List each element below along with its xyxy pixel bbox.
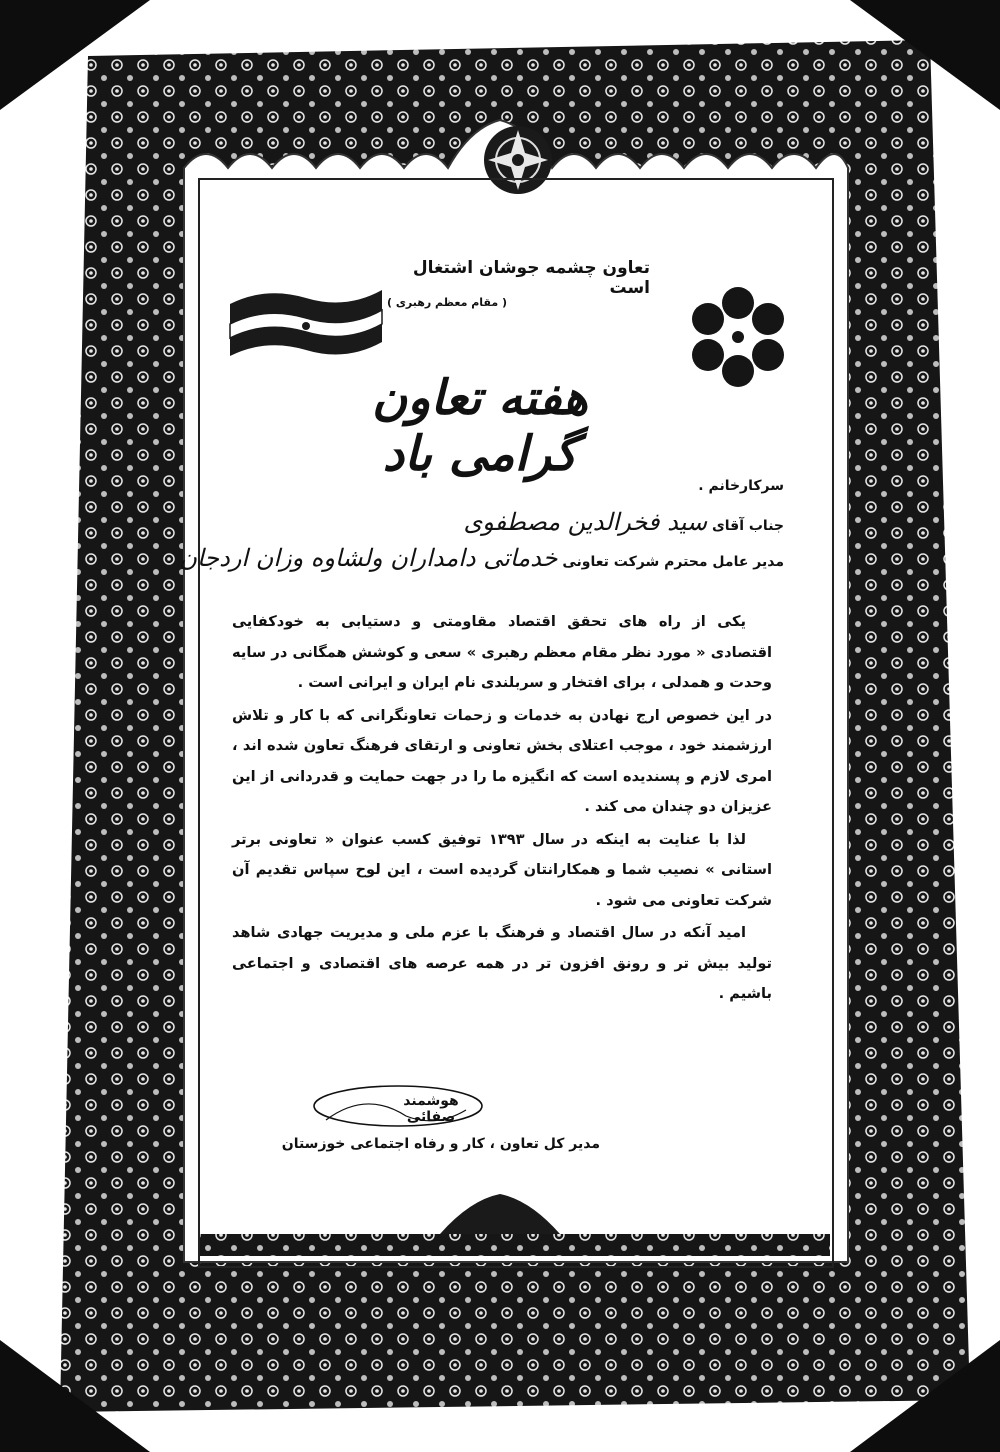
paragraph: لذا با عنایت به اینکه در سال ۱۳۹۳ توفیق کسب عنوان « تعاونی برتر استانی » نصیب شما و همکارانتان گردیده است ، این لوح سپاس تقدیم آن شرکت تعاونی می شود . [232, 830, 772, 909]
recipient-name: سید فخرالدین مصطفوی [463, 508, 708, 536]
iran-flag-icon [226, 284, 386, 358]
salutation-lady: سرکارخانم . [698, 478, 784, 494]
salutation-sir [463, 508, 784, 536]
signer-name: هوشمند صفائی [403, 1093, 459, 1125]
position-prefix: مدیر عامل محترم شرکت تعاونی [562, 554, 784, 570]
recipient-position [179, 544, 784, 572]
paragraph: امید آنکه در سال اقتصاد و فرهنگ با عزم ملی و مدیریت جهادی شاهد تولید بیش تر و رونق افزون تر در همه عرصه های اقتصادی و اجتماعی باشیم . [232, 924, 772, 1002]
salutation-sir-prefix: جناب آقای [711, 518, 784, 534]
certificate-body [232, 607, 772, 1012]
paragraph: در این خصوص ارج نهادن به خدمات و زحمات تعاونگرانی که با کار و تلاش ارزشمند خود ، موجب اعتلای بخش تعاونی و ارتقای فرهنگ تعاون شده اند ، امری لازم و پسندیده است که انگیزه ما را در جهت حمایت و قدردانی از این عزیزان دو چندان می کند . [232, 706, 772, 815]
slogan-source: ( مقام معظم رهبری ) [386, 296, 508, 309]
slogan: تعاون چشمه جوشان اشتغال است [412, 258, 650, 298]
company-name: خدماتی دامداران ولشاوه وزان اردجان [179, 544, 558, 572]
signer-title: مدیر کل تعاون ، کار و رفاه اجتماعی خوزستان [281, 1136, 600, 1152]
cooperative-logo-icon [678, 282, 798, 392]
paragraph: یکی از راه های تحقق اقتصاد مقاومتی و دستیابی به خودکفایی اقتصادی « مورد نظر مقام معظم رهبری » سعی و کوشش همگانی در سایه وحدت و همدلی ، برای افتخار و سربلندی نام ایران و ایرانی است . [232, 613, 772, 691]
headline: هفته تعاون گرامی باد [371, 370, 589, 482]
